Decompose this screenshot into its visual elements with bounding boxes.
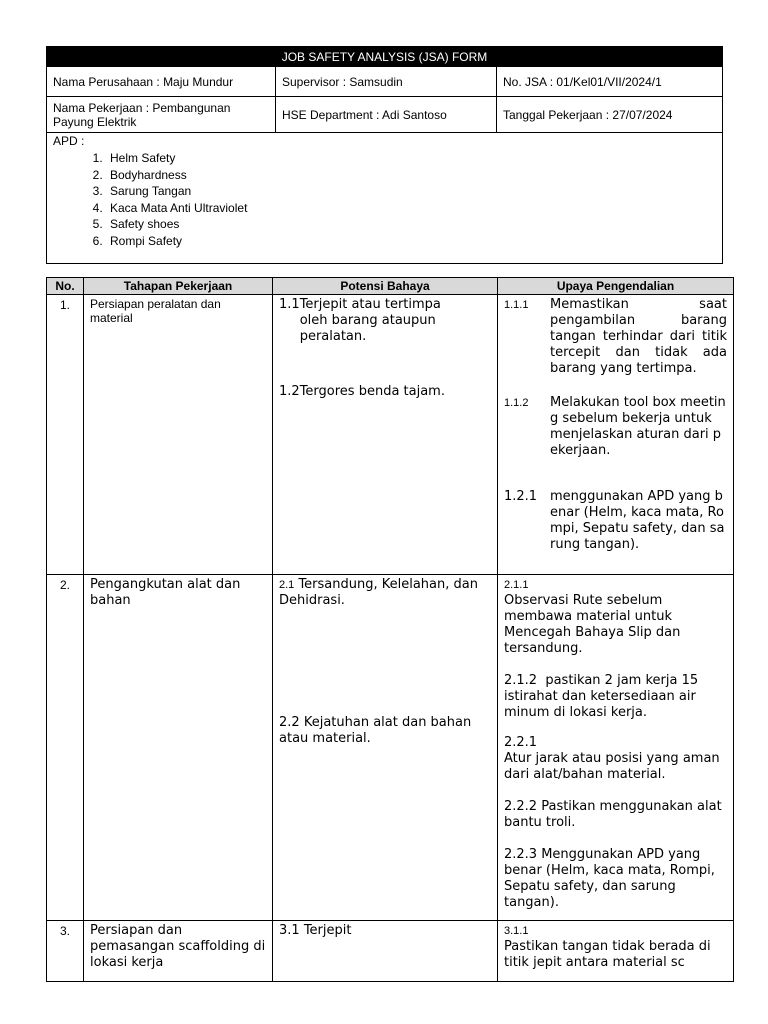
- control-item: 2.2.2 Pastikan menggunakan alat bantu troli.: [504, 799, 722, 830]
- column-header-hazard: Potensi Bahaya: [273, 278, 498, 295]
- job-name: Nama Pekerjaan : Pembangunan Payung Elektrik: [47, 97, 276, 133]
- control-item: 2.2.3 Menggunakan APD yang benar (Helm, kaca mata, Rompi, Sepatu safety, dan sarung tangan).: [504, 847, 715, 910]
- control-item: 2.2.1 Atur jarak atau posisi yang aman dari alat/bahan material.: [504, 735, 720, 782]
- company-name: Nama Perusahaan : Maju Mundur: [47, 67, 276, 97]
- row-number: 2.: [47, 575, 84, 921]
- table-row: [47, 921, 734, 982]
- control-cell: 3.1.1 Pastikan tangan tidak berada di titik jepit antara material sc: [498, 921, 734, 982]
- apd-item: 1. Helm Safety: [106, 150, 716, 167]
- apd-label: APD :: [53, 134, 85, 148]
- jsa-number: No. JSA : 01/Kel01/VII/2024/1: [497, 67, 723, 97]
- apd-item: 4. Kaca Mata Anti Ultraviolet: [106, 200, 716, 217]
- apd-item: 5. Safety shoes: [106, 216, 716, 233]
- control-cell: [498, 575, 734, 921]
- control-item: 2.1.1 Observasi Rute sebelum membawa material untuk Mencegah Bahaya Slip dan tersandung.: [504, 579, 681, 656]
- column-header-step: Tahapan Pekerjaan: [84, 278, 273, 295]
- hazard-item: 1.2 Tergores benda tajam.: [279, 384, 445, 399]
- apd-item: 2. Bodyhardness: [106, 167, 716, 184]
- row-number: 1.: [47, 295, 84, 575]
- hazard-item: 2.2 Kejatuhan alat dan bahan atau material.: [279, 715, 472, 746]
- apd-section: [47, 133, 723, 264]
- row-number: 3.: [47, 921, 84, 982]
- job-step: Pengangkutan alat dan bahan: [84, 575, 273, 921]
- table-row: [47, 295, 734, 575]
- hse-department: HSE Department : Adi Santoso: [276, 97, 497, 133]
- control-cell: [498, 295, 734, 575]
- apd-item: 3. Sarung Tangan: [106, 183, 716, 200]
- hazard-cell: 3.1 Terjepit: [273, 921, 498, 982]
- hazard-cell: [273, 295, 498, 575]
- apd-item: 6. Rompi Safety: [106, 233, 716, 250]
- control-item: 1.2.1 menggunakan APD yang benar (Helm, kaca mata, Rompi, Sepatu safety, dan sarung tangan).: [504, 489, 725, 552]
- job-step: Persiapan dan pemasangan scaffolding di lokasi kerja: [84, 921, 273, 982]
- jsa-main-table: [46, 277, 734, 982]
- jsa-header-table: [46, 46, 723, 264]
- control-item: 1.1.2 Melakukan tool box meeting sebelum bekerja untuk menjelaskan aturan dari pekerjaan.: [504, 395, 726, 458]
- column-header-no: No.: [47, 278, 84, 295]
- job-date: Tanggal Pekerjaan : 27/07/2024: [497, 97, 723, 133]
- control-item: 2.1.2 pastikan 2 jam kerja 15 istirahat dan ketersediaan air minum di lokasi kerja.: [504, 673, 699, 720]
- hazard-item: 2.1 Tersandung, Kelelahan, dan Dehidrasi.: [279, 577, 478, 608]
- supervisor-name: Supervisor : Samsudin: [276, 67, 497, 97]
- hazard-cell: [273, 575, 498, 921]
- control-item: 1.1.1 Memastikan saat pengambilan barang tangan terhindar dari titik tercepit dan tidak ada barang yang tertimpa.: [504, 297, 727, 376]
- column-header-control: Upaya Pengendalian: [498, 278, 734, 295]
- apd-list: [53, 150, 716, 249]
- hazard-item: 1.1 Terjepit atau tertimpa oleh barang ataupun peralatan.: [279, 297, 441, 344]
- form-title: JOB SAFETY ANALYSIS (JSA) FORM: [47, 47, 723, 67]
- table-row: [47, 575, 734, 921]
- job-step: Persiapan peralatan dan material: [84, 295, 273, 575]
